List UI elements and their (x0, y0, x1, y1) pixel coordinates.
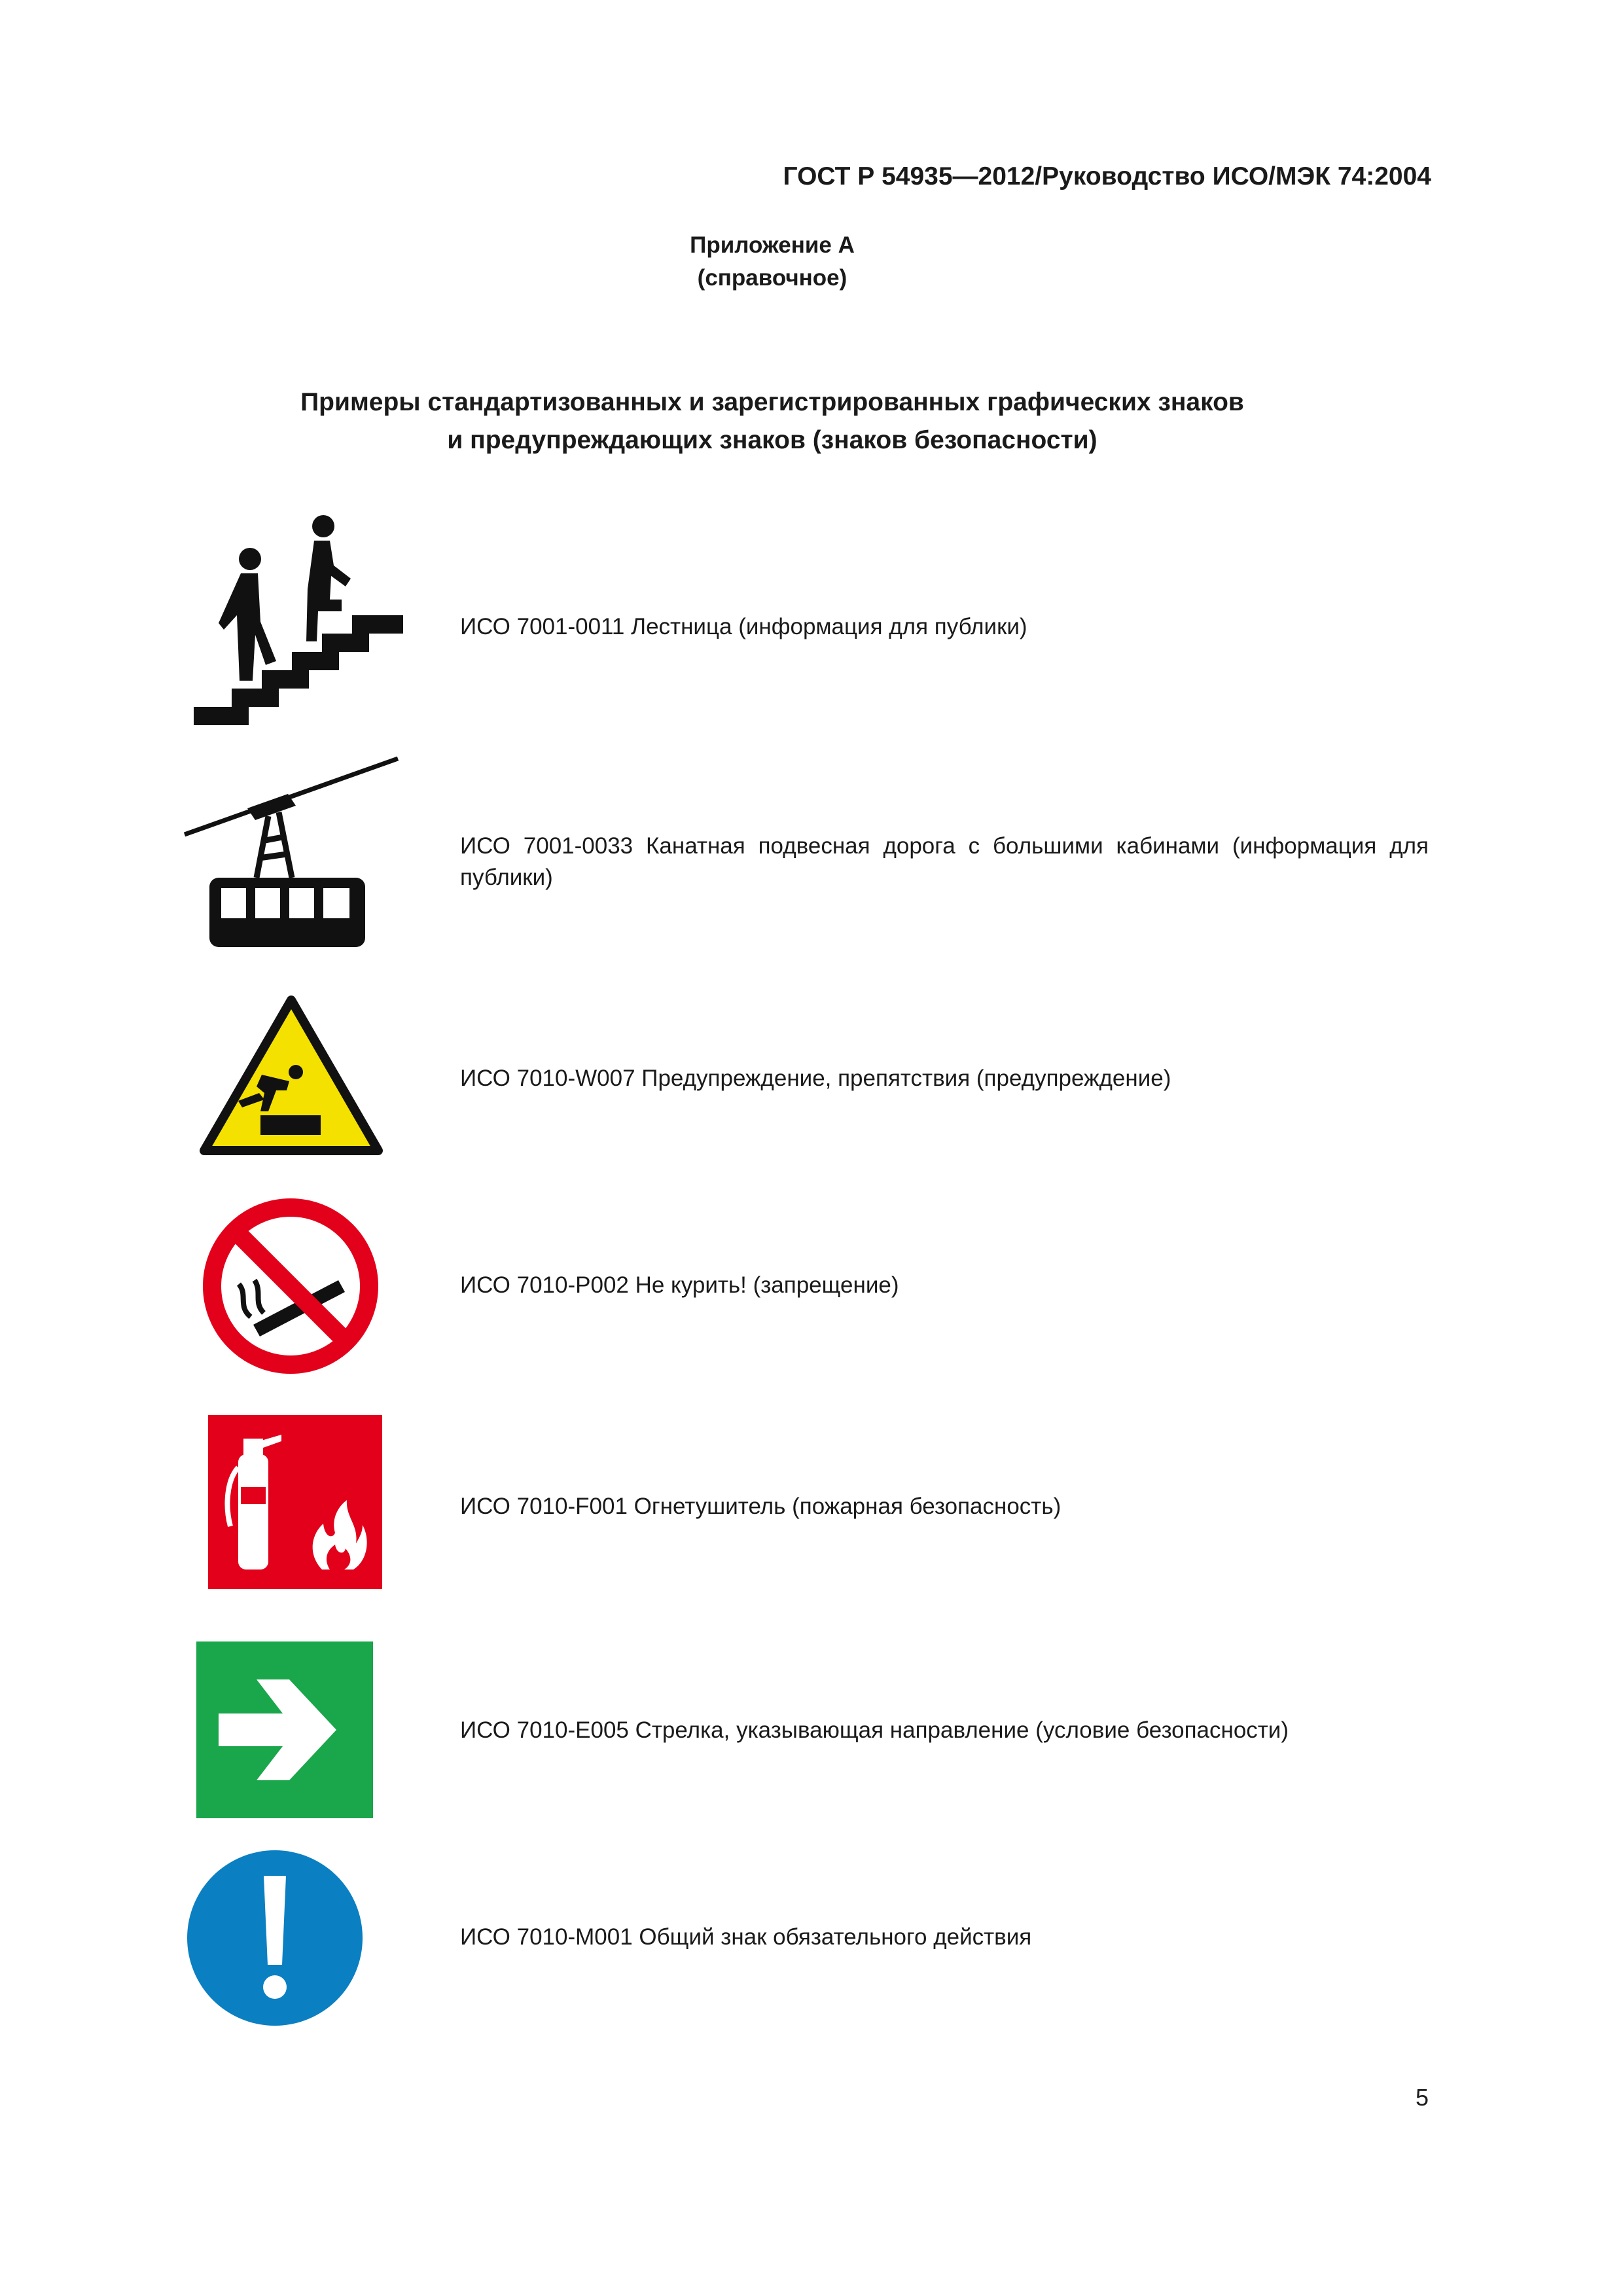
section-title (0, 384, 1544, 459)
caption-no-smoking: ИСО 7010-P002 Не курить! (запрещение) (460, 1272, 899, 1298)
appendix-heading (0, 229, 1544, 295)
direction-arrow-icon (196, 1641, 373, 1818)
document-header: ГОСТ Р 54935—2012/Руководство ИСО/МЭК 74:2004 (783, 162, 1431, 190)
cable-car-icon (183, 756, 399, 952)
fire-extinguisher-icon (208, 1415, 382, 1589)
caption-mandatory-action: ИСО 7010-M001 Общий знак обязательного действия (460, 1924, 1032, 1950)
page-number: 5 (1415, 2084, 1429, 2111)
appendix-label: Приложение А (690, 232, 855, 258)
caption-direction-arrow: ИСО 7010-E005 Стрелка, указывающая направление (условие безопасности) (460, 1717, 1289, 1743)
no-smoking-icon (201, 1196, 380, 1376)
caption-obstacle-warning: ИСО 7010-W007 Предупреждение, препятствия (предупреждение) (460, 1066, 1171, 1091)
appendix-type: (справочное) (697, 265, 847, 291)
caption-stairs: ИСО 7001-0011 Лестница (информация для публики) (460, 614, 1027, 639)
stairs-icon (190, 511, 412, 726)
section-title-line2: и предупреждающих знаков (знаков безопасности) (447, 426, 1097, 454)
mandatory-action-icon (187, 1850, 363, 2026)
section-title-line1: Примеры стандартизованных и зарегистрированных графических знаков (300, 388, 1244, 416)
caption-fire-extinguisher: ИСО 7010-F001 Огнетушитель (пожарная безопасность) (460, 1494, 1061, 1519)
caption-cable-car: ИСО 7001-0033 Канатная подвесная дорога с большими кабинами (информация для публики) (460, 833, 1429, 890)
obstacle-warning-icon (199, 995, 383, 1157)
